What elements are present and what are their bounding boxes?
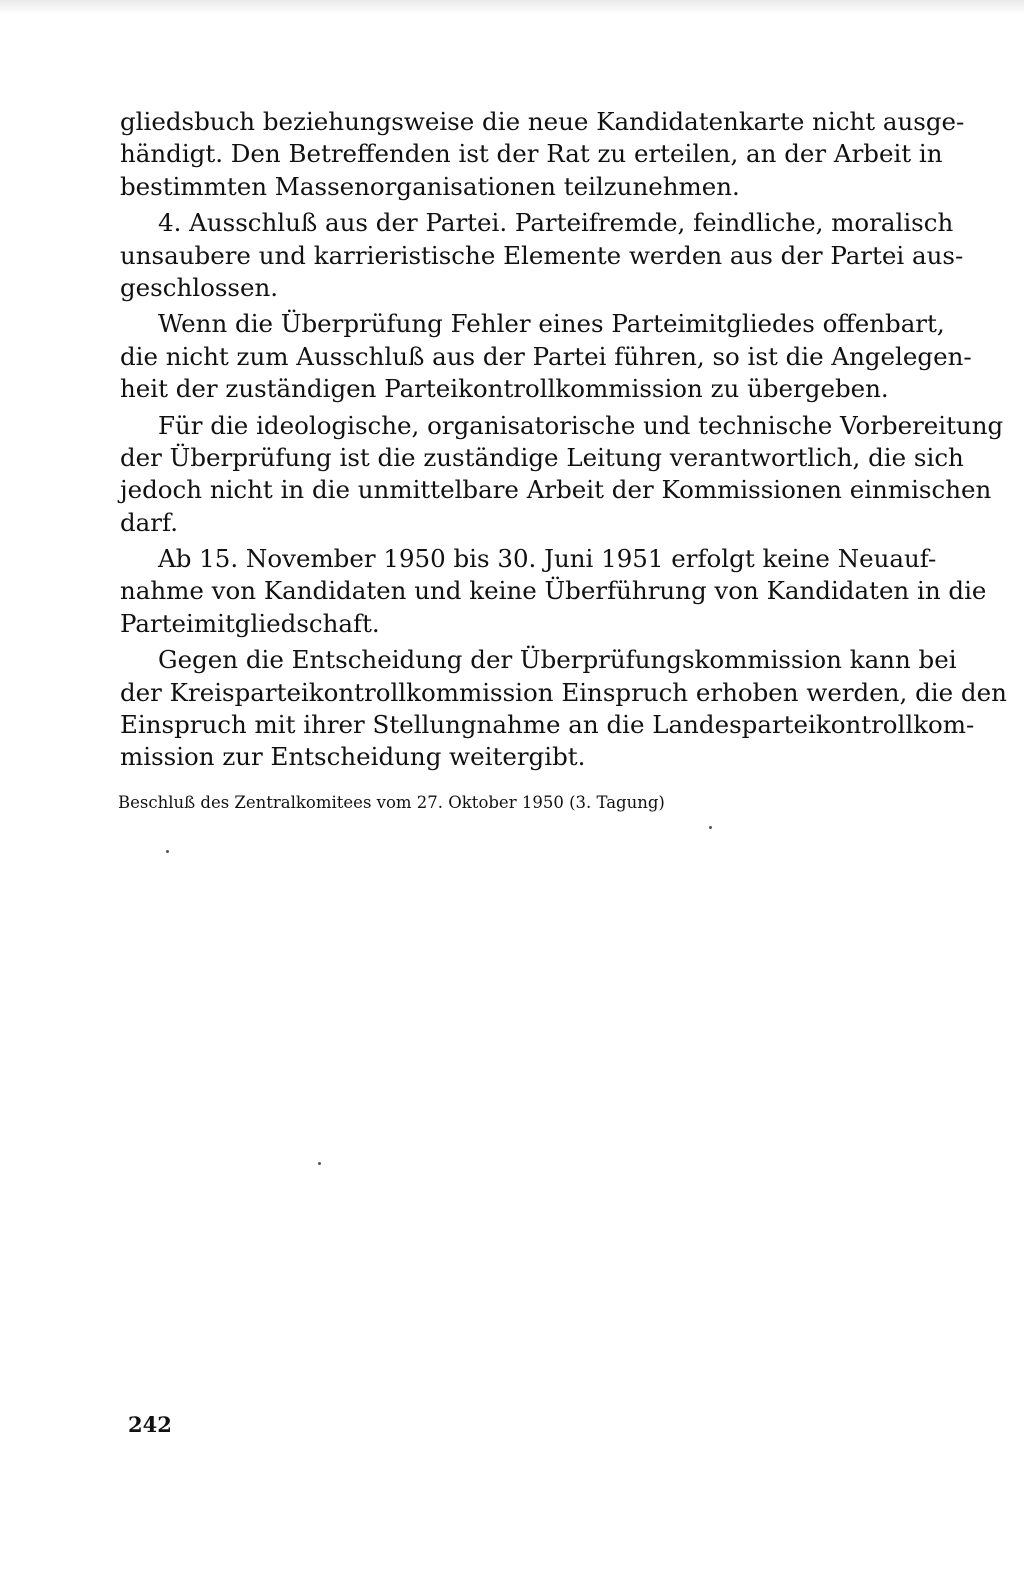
- scan-edge: [0, 0, 1024, 14]
- text-line: händigt. Den Betreffenden ist der Rat zu erteilen, an der Arbeit in: [120, 139, 943, 169]
- scan-speck: [318, 1162, 321, 1165]
- text-line: Gegen die Entscheidung der Überprüfungskommission kann bei: [158, 645, 957, 675]
- text-line: bestimmten Massenorganisationen teilzunehmen.: [120, 171, 740, 201]
- text-line: heit der zuständigen Parteikontrollkommission zu übergeben.: [120, 374, 889, 404]
- text-line: darf.: [120, 507, 178, 537]
- page-number: 242: [128, 1412, 172, 1437]
- text-line: Ab 15. November 1950 bis 30. Juni 1951 erfolgt keine Neuauf-: [158, 544, 937, 574]
- text-line: Einspruch mit ihrer Stellungnahme an die Landesparteikontrollkom-: [120, 710, 975, 740]
- text-line: Für die ideologische, organisatorische und technische Vorbereitung: [158, 410, 1004, 440]
- text-line: mission zur Entscheidung weitergibt.: [120, 742, 586, 772]
- text-line: 4. Ausschluß aus der Partei. Parteifremde, feindliche, moralisch: [158, 208, 954, 238]
- text-line: Wenn die Überprüfung Fehler eines Parteimitgliedes offenbart,: [158, 309, 945, 339]
- text-line: nahme von Kandidaten und keine Überführung von Kandidaten in die: [120, 576, 987, 606]
- text-line: unsaubere und karrieristische Elemente werden aus der Partei aus-: [120, 240, 964, 270]
- text-line: jedoch nicht in die unmittelbare Arbeit der Kommissionen einmischen: [120, 475, 992, 505]
- body-text: [120, 106, 1007, 774]
- scan-speck: [709, 826, 712, 829]
- text-line: der Kreisparteikontrollkommission Einspruch erhoben werden, die den: [120, 677, 1007, 707]
- text-line: der Überprüfung ist die zuständige Leitung verantwortlich, die sich: [120, 442, 964, 472]
- text-line: die nicht zum Ausschluß aus der Partei führen, so ist die Angelegen-: [120, 341, 972, 371]
- text-line: Parteimitgliedschaft.: [120, 608, 380, 638]
- source-note: Beschluß des Zentralkomitees vom 27. Oktober 1950 (3. Tagung): [118, 793, 665, 812]
- text-line: gliedsbuch beziehungsweise die neue Kandidatenkarte nicht ausge-: [120, 107, 965, 136]
- text-line: geschlossen.: [120, 272, 279, 302]
- scan-speck: [166, 850, 169, 853]
